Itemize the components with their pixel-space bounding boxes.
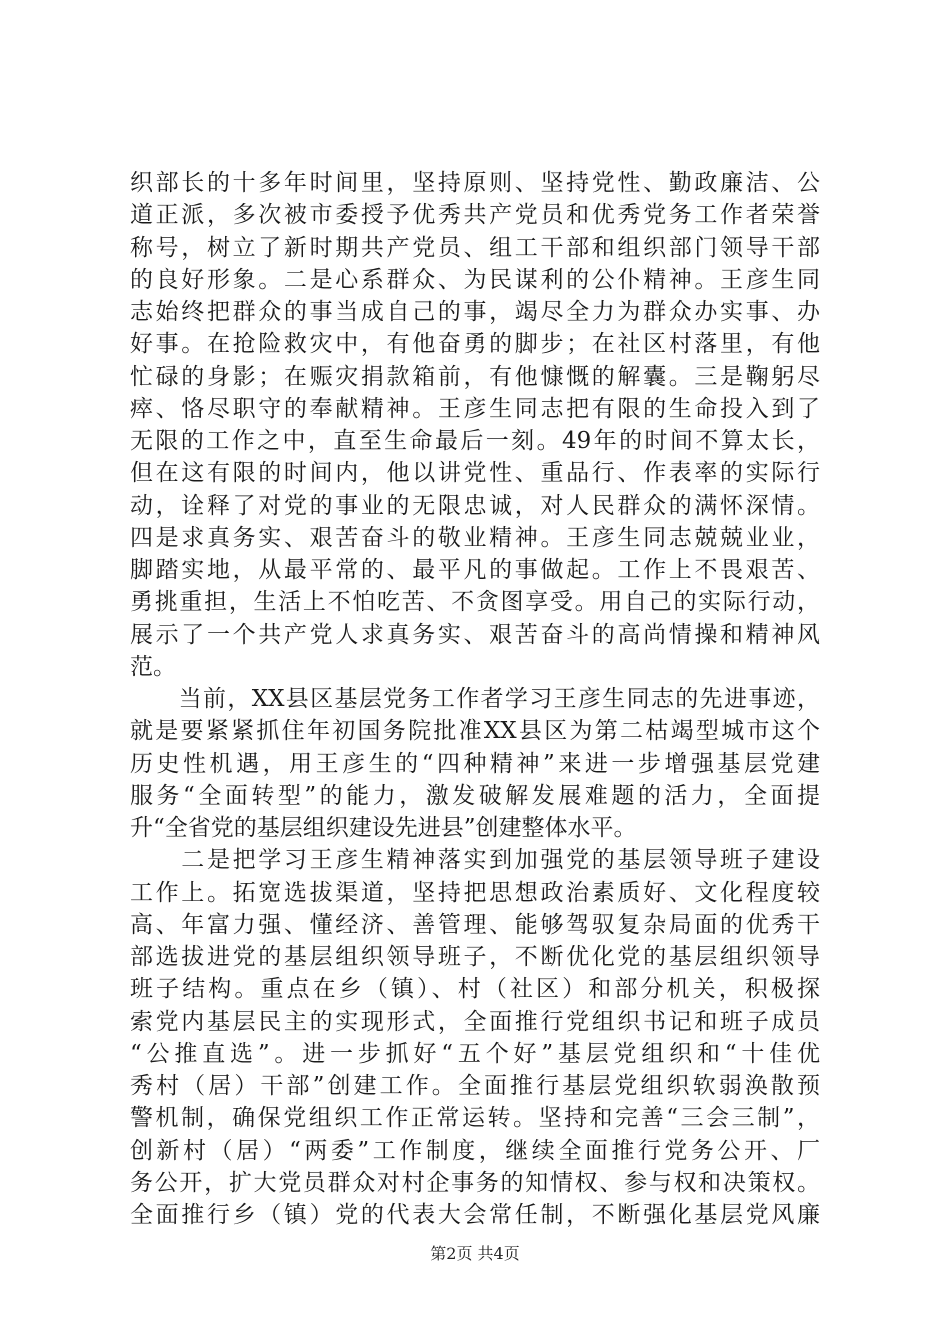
text-line: 无限的工作之中，直至生命最后一刻。49年的时间不算太长，: [130, 428, 820, 454]
text-line: 部选拔进党的基层组织领导班子，不断优化党的基层组织领导: [130, 944, 820, 970]
text-line: 称号，树立了新时期共产党员、组工干部和组织部门领导干部: [130, 234, 820, 261]
text-line: 升“全省党的基层组织建设先进县”创建整体水平。: [130, 815, 637, 841]
text-line: 脚踏实地，从最平常的、最平凡的事做起。工作上不畏艰苦、: [130, 557, 820, 583]
text-line: 动，诠释了对党的事业的无限忠诚，对人民群众的满怀深情。: [130, 492, 820, 519]
document-body: [130, 167, 820, 1231]
text-line: 班子结构。重点在乡（镇）、村（社区）和部分机关，积极探: [130, 976, 820, 1003]
text-line: 当前，XX县区基层党务工作者学习王彦生同志的先进事迹，: [130, 686, 820, 712]
text-line: 务公开，扩大党员群众对村企事务的知情权、参与权和决策权。: [130, 1169, 820, 1196]
text-line: 志始终把群众的事当成自己的事，竭尽全力为群众办实事、办: [130, 299, 820, 325]
text-line: 高、年富力强、懂经济、善管理、能够驾驭复杂局面的优秀干: [130, 911, 820, 938]
text-line: 忙碌的身影；在赈灾捐款箱前，有他慷慨的解囊。三是鞠躬尽: [130, 363, 820, 390]
text-line: 历史性机遇，用王彦生的“四种精神”来进一步增强基层党建: [130, 750, 820, 777]
text-line: 道正派，多次被市委授予优秀共产党员和优秀党务工作者荣誉: [130, 202, 820, 229]
text-line: 织部长的十多年时间里，坚持原则、坚持党性、勤政廉洁、公: [130, 170, 820, 196]
text-line: 二是把学习王彦生精神落实到加强党的基层领导班子建设: [130, 847, 820, 874]
text-line: “公推直选”。进一步抓好“五个好”基层党组织和“十佳优: [130, 1040, 820, 1067]
text-line: 四是求真务实、艰苦奋斗的敬业精神。王彦生同志兢兢业业，: [130, 524, 820, 551]
text-line: 范。: [130, 653, 176, 680]
text-line: 展示了一个共产党人求真务实、艰苦奋斗的高尚情操和精神风: [130, 621, 820, 648]
page-footer: 第2页 共4页: [430, 1244, 520, 1263]
text-line: 但在这有限的时间内，他以讲党性、重品行、作表率的实际行: [130, 460, 820, 487]
text-line: 服务“全面转型”的能力，激发破解发展难题的活力，全面提: [130, 782, 820, 809]
text-line: 索党内基层民主的实现形式，全面推行党组织书记和班子成员: [130, 1008, 820, 1035]
text-line: 的良好形象。二是心系群众、为民谋利的公仆精神。王彦生同: [130, 266, 820, 293]
text-line: 瘁、恪尽职守的奉献精神。王彦生同志把有限的生命投入到了: [130, 395, 820, 422]
text-line: 就是要紧紧抓住年初国务院批准XX县区为第二枯竭型城市这个: [130, 718, 820, 745]
text-line: 秀村（居）干部”创建工作。全面推行基层党组织软弱涣散预: [130, 1073, 820, 1099]
text-line: 全面推行乡（镇）党的代表大会常任制，不断强化基层党风廉: [130, 1202, 820, 1228]
text-line: 创新村（居）“两委”工作制度，继续全面推行党务公开、厂: [130, 1137, 820, 1164]
text-line: 勇挑重担，生活上不怕吃苦、不贪图享受。用自己的实际行动，: [130, 589, 820, 616]
text-line: 好事。在抢险救灾中，有他奋勇的脚步；在社区村落里，有他: [130, 331, 820, 358]
text-line: 工作上。拓宽选拔渠道，坚持把思想政治素质好、文化程度较: [130, 879, 820, 906]
text-line: 警机制，确保党组织工作正常运转。坚持和完善“三会三制”，: [130, 1105, 820, 1132]
